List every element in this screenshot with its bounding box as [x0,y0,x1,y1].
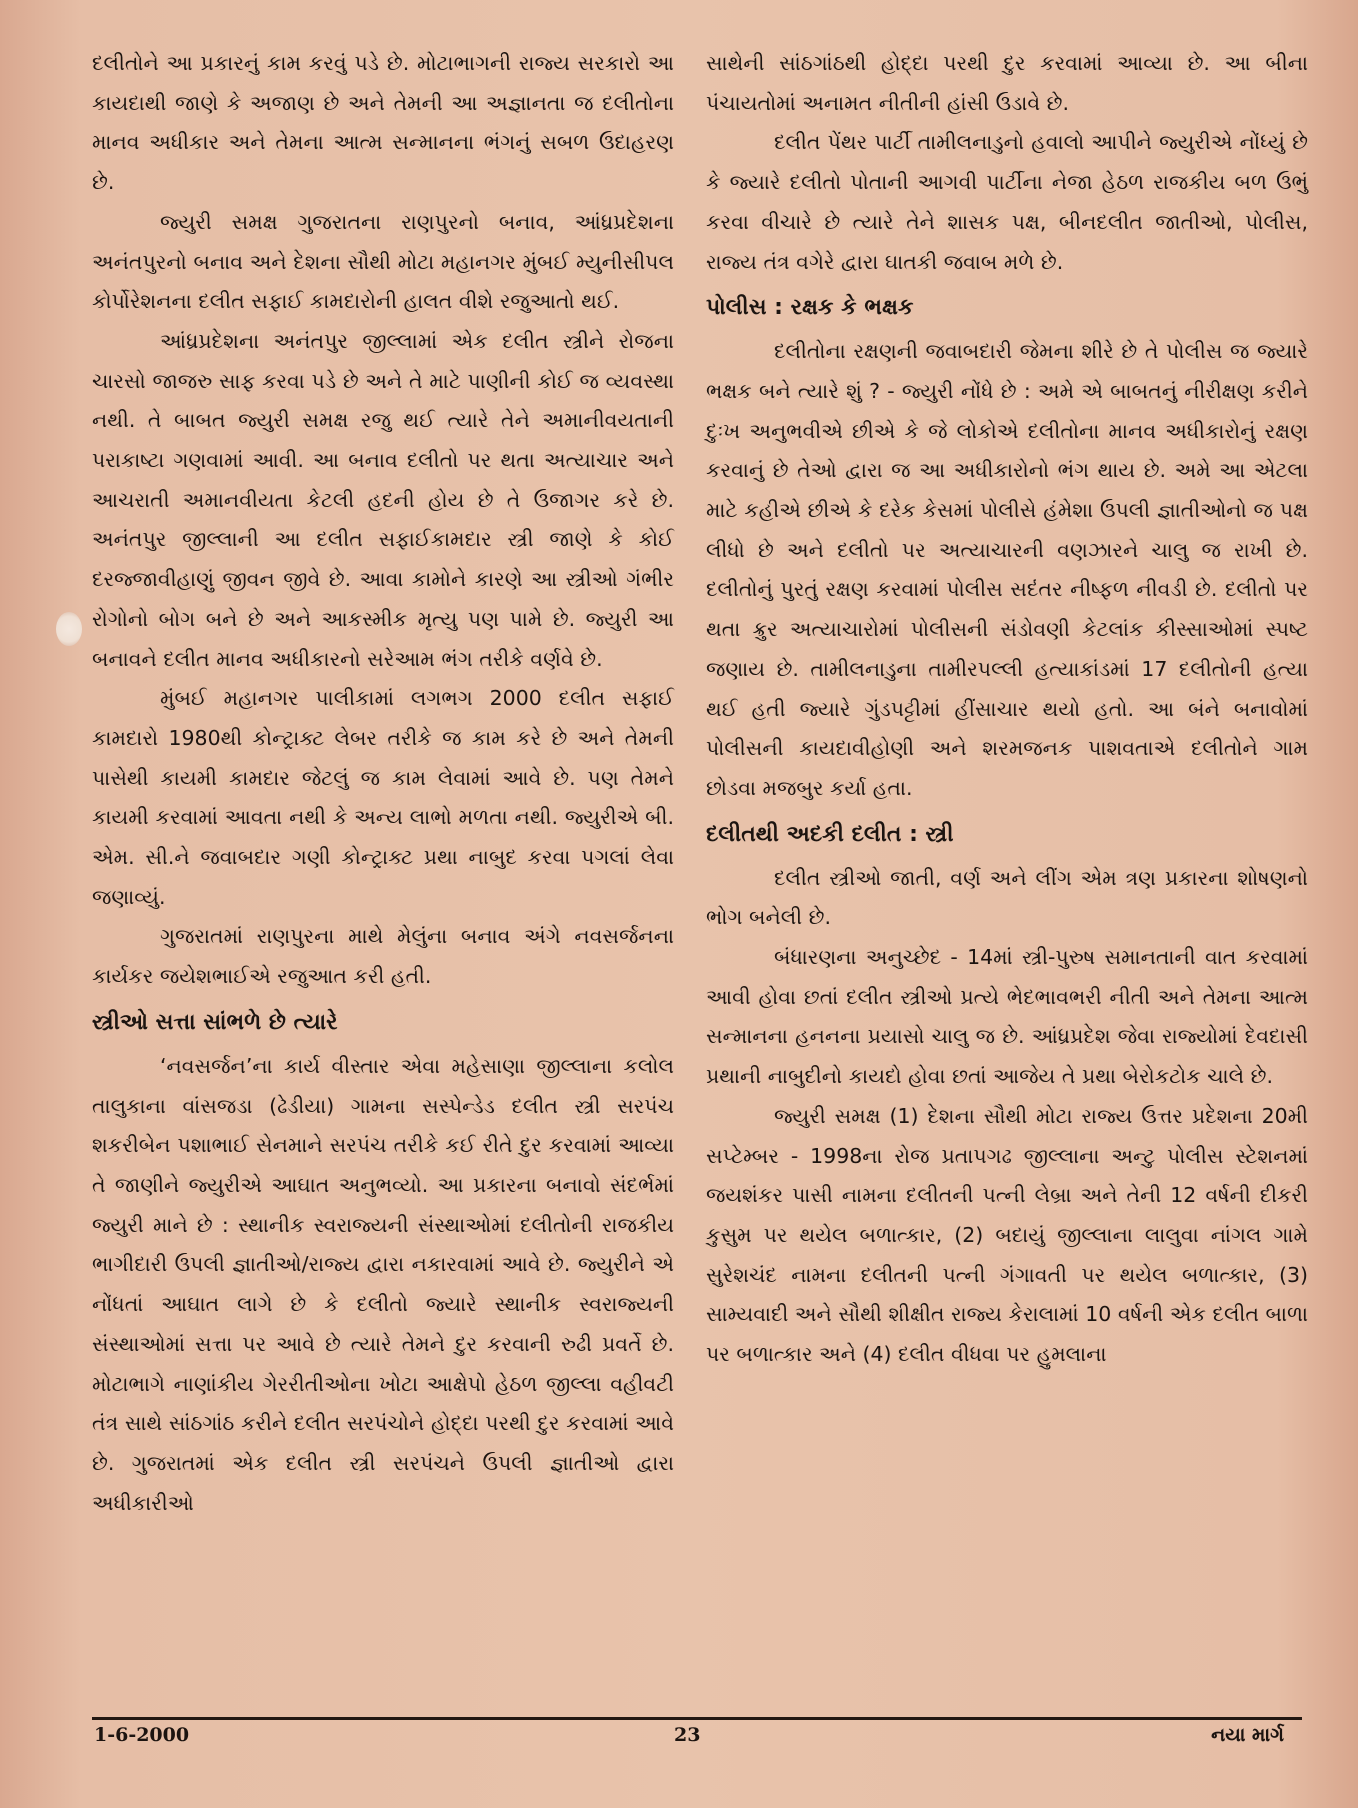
paragraph: દલીત સ્ત્રીઓ જાતી, વર્ણ અને લીંગ એમ ત્રણ પ્રકારના શોષણનો ભોગ બનેલી છે. [706,865,1308,930]
left-column [92,44,674,1523]
section-heading: સ્ત્રીઓ સત્તા સાંભળે છે ત્યારે [92,1009,338,1035]
section-heading: પોલીસ : રક્ષક કે ભક્ષક [706,295,914,321]
paragraph: જ્યુરી સમક્ષ (1) દેશના સૌથી મોટા રાજ્ય ઉત્તર પ્રદેશના 20મી સપ્ટેમ્બર - 1998ના રોજ પ્રતાપગઢ જીલ્લાના અન્ટુ પોલીસ સ્ટેશનમાં જયશંકર પાસી નામના દલીતની પત્ની લેબ્રા અને તેની 12 વર્ષની દીકરી કુસુમ પર થયેલ બળાત્કાર, (2) બદાયું જીલ્લાના લાલુવા નાંગલ ગામે સુરેશચંદ નામના દલીતની પત્ની ગંગાવતી પર થયેલ બળાત્કાર, (3) સામ્યવાદી અને સૌથી શીક્ષીત રાજ્ય કેરાલામાં 10 વર્ષની એક દલીત બાળા પર બળાત્કાર અને (4) દલીત વીધવા પર હુમલાના [706,1103,1308,1367]
paragraph: સાથેની સાંઠગાંઠથી હોદ્દા પરથી દુર કરવામાં આવ્યા છે. આ બીના પંચાયતોમાં અનામત નીતીની હાંસી ઉડાવે છે. [706,51,1308,115]
paragraph: આંધ્રપ્રદેશના અનંતપુર જીલ્લામાં એક દલીત સ્ત્રીને રોજના ચારસો જાજરુ સાફ કરવા પડે છે અને તે માટે પાણીની કોઈ જ વ્યવસ્થા નથી. તે બાબત જ્યુરી સમક્ષ રજુ થઈ ત્યારે તેને અમાનીવયતાની પરાકાષ્ટા ગણવામાં આવી. આ બનાવ દલીતો પર થતા અત્યાચાર અને આચરાતી અમાનવીયતા કેટલી હદની હોય છે તે ઉજાગર કરે છે. અનંતપુર જીલ્લાની આ દલીત સફાઈકામદાર સ્ત્રી જાણે કે કોઈ દરજ્જાવીહાણું જીવન જીવે છે. આવા કામોને કારણે આ સ્ત્રીઓ ગંભીર રોગોનો બોગ બને છે અને આકસ્મીક મૃત્યુ પણ પામે છે. જ્યુરી આ બનાવને દલીત માનવ અધીકારનો સરેઆમ ભંગ તરીકે વર્ણવે છે. [92,328,674,671]
paragraph: જ્યુરી સમક્ષ ગુજરાતના રાણપુરનો બનાવ, આંધ્રપ્રદેશના અનંતપુરનો બનાવ અને દેશના સૌથી મોટા મહાનગર મુંબઈ મ્યુનીસીપલ કોર્પોરેશનના દલીત સફાઈ કામદારોની હાલત વીશે રજુઆતો થઈ. [92,209,674,314]
magazine-name: નયા માર્ગ [1211,1724,1284,1746]
paragraph: બંધારણના અનુચ્છેદ - 14માં સ્ત્રી-પુરુષ સમાનતાની વાત કરવામાં આવી હોવા છતાં દલીત સ્ત્રીઓ પ્રત્યે ભેદભાવભરી નીતી અને તેમના આત્મ સન્માનના હનનના પ્રયાસો ચાલુ જ છે. આંધ્રપ્રદેશ જેવા રાજ્યોમાં દેવદાસી પ્રથાની નાબુદીનો કાયદો હોવા છતાં આજેય તે પ્રથા બેરોકટોક ચાલે છે. [706,945,1308,1089]
paragraph: દલીતોના રક્ષણની જવાબદારી જેમના શીરે છે તે પોલીસ જ જ્યારે ભક્ષક બને ત્યારે શું ? - જ્યુરી નોંધે છે : અમે એ બાબતનું નીરીક્ષણ કરીને દુઃખ અનુભવીએ છીએ કે જે લોકોએ દલીતોના માનવ અધીકારોનું રક્ષણ કરવાનું છે તેઓ દ્વારા જ આ અધીકારોનો ભંગ થાય છે. અમે આ એટલા માટે કહીએ છીએ કે દરેક કેસમાં પોલીસે હંમેશા ઉપલી જ્ઞાતીઓનો જ પક્ષ લીધો છે અને દલીતો પર અત્યાચારની વણઝારને ચાલુ જ રાખી છે. દલીતોનું પુરતું રક્ષણ કરવામાં પોલીસ સદંતર નીષ્ફળ નીવડી છે. દલીતો પર થતા ક્રુર અત્યાચારોમાં પોલીસની સંડોવણી કેટલાંક કીસ્સાઓમાં સ્પષ્ટ જણાય છે. તામીલનાડુના તામીરપલ્લી હત્યાકાંડમાં 17 દલીતોની હત્યા થઈ હતી જ્યારે ગુંડપટ્ટીમાં હીંસાચાર થયો હતો. આ બંને બનાવોમાં પોલીસની કાયદાવીહોણી અને શરમજનક પાશવતાએ દલીતોને ગામ છોડવા મજબુર કર્યા હતા. [706,339,1308,800]
paragraph: ‘નવસર્જન’ના કાર્ય વીસ્તાર એવા મહેસાણા જીલ્લાના કલોલ તાલુકાના વાંસજડા (ઢેડીયા) ગામના સસ્પેન્ડેડ દલીત સ્ત્રી સરપંચ શકરીબેન પશાભાઈ સેનમાને સરપંચ તરીકે કઈ રીતે દુર કરવામાં આવ્યા તે જાણીને જ્યુરીએ આઘાત અનુભવ્યો. આ પ્રકારના બનાવો સંદર્ભમાં જ્યુરી માને છે : સ્થાનીક સ્વરાજ્યની સંસ્થાઓમાં દલીતોની રાજકીય ભાગીદારી ઉપલી જ્ઞાતીઓ/રાજ્ય દ્વારા નકારવામાં આવે છે. જ્યુરીને એ નોંધતાં આઘાત લાગે છે કે દલીતો જ્યારે સ્થાનીક સ્વરાજ્યની સંસ્થાઓમાં સત્તા પર આવે છે ત્યારે તેમને દુર કરવાની રુઢી પ્રવર્તે છે. મોટાભાગે નાણાંકીય ગેરરીતીઓના ખોટા આક્ષેપો હેઠળ જીલ્લા વહીવટી તંત્ર સાથે સાંઠગાંઠ કરીને દલીત સરપંચોને હોદ્દા પરથી દુર કરવામાં આવે છે. ગુજરાતમાં એક દલીત સ્ત્રી સરપંચને ઉપલી જ્ઞાતીઓ દ્વારા અધીકારીઓ [92,1053,674,1515]
section-heading: દલીતથી અદકી દલીત : સ્ત્રી [706,821,954,847]
footer-date: 1-6-2000 [94,1724,190,1746]
paragraph: દલીત પેંથર પાર્ટી તામીલનાડુનો હવાલો આપીને જ્યુરીએ નોંધ્યું છે કે જ્યારે દલીતો પોતાની આગવી પાર્ટીના નેજા હેઠળ રાજકીય બળ ઉભું કરવા વીચારે છે ત્યારે તેને શાસક પક્ષ, બીનદલીત જાતીઓ, પોલીસ, રાજ્ય તંત્ર વગેરે દ્વારા ઘાતકી જવાબ મળે છે. [706,130,1308,274]
paragraph: ગુજરાતમાં રાણપુરના માથે મેલુંના બનાવ અંગે નવસર્જનના કાર્યકર જયેશભાઈએ રજુઆત કરી હતી. [92,924,674,989]
footer-rule [92,1717,1302,1720]
paragraph: દલીતોને આ પ્રકારનું કામ કરવું પડે છે. મોટાભાગની રાજ્ય સરકારો આ કાયદાથી જાણે કે અજાણ છે અને તેમની આ અજ્ઞાનતા જ દલીતોના માનવ અધીકાર અને તેમના આત્મ સન્માનના ભંગનું સબળ ઉદાહરણ છે. [92,51,674,195]
right-column [706,44,1308,1375]
page-number: 23 [674,1724,701,1746]
punch-hole [56,612,82,646]
paragraph: મુંબઈ મહાનગર પાલીકામાં લગભગ 2000 દલીત સફાઈ કામદારો 1980થી કોન્ટ્રાક્ટ લેબર તરીકે જ કામ કરે છે અને તેમની પાસેથી કાયમી કામદાર જેટલું જ કામ લેવામાં આવે છે. પણ તેમને કાયમી કરવામાં આવતા નથી કે અન્ય લાભો મળતા નથી. જ્યુરીએ બી. એમ. સી.ને જવાબદાર ગણી કોન્ટ્રાક્ટ પ્રથા નાબુદ કરવા પગલાં લેવા જણાવ્યું. [92,686,674,909]
